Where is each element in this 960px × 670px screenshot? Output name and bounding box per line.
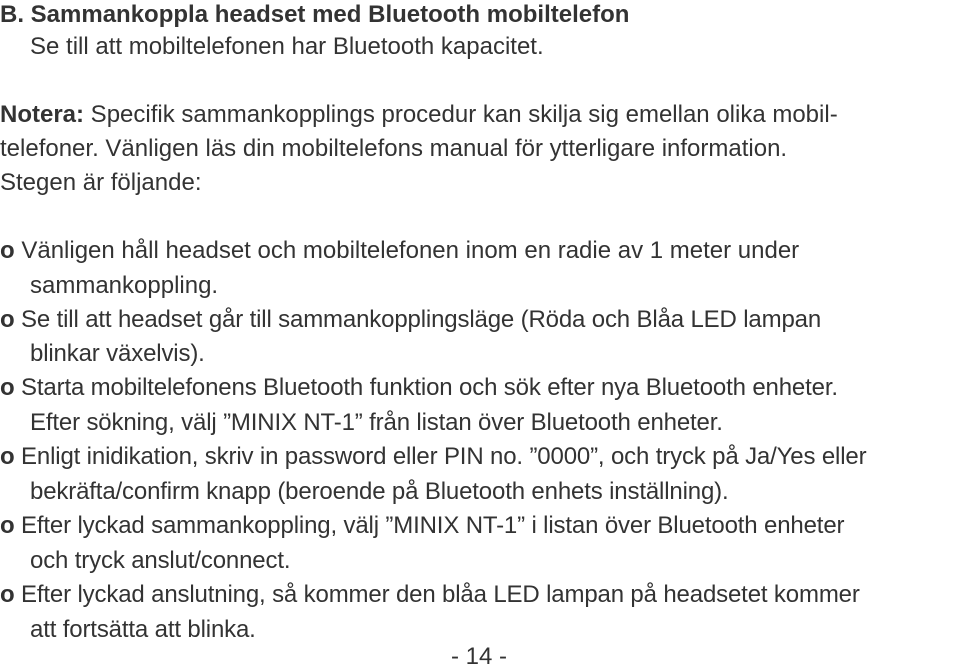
note-text-3: Stegen är följande:: [0, 169, 202, 196]
step-6-text-2: att fortsätta att blinka.: [30, 616, 256, 643]
step-4-marker: o: [0, 443, 15, 470]
note-text-2: telefoner. Vänligen läs din mobiltelefons manual för ytterligare information.: [0, 135, 788, 162]
step-6-marker: o: [0, 581, 15, 608]
step-2-line-1: [0, 305, 821, 335]
page-number: - 14 -: [451, 643, 508, 670]
step-2-text-1: Se till att headset går till sammankopplingsläge (Röda och Blåa LED lampan: [14, 306, 822, 333]
section-title: [0, 0, 629, 30]
step-1-text-1: Vänligen håll headset och mobiltelefonen inom en radie av 1 meter under: [14, 237, 800, 264]
step-4-line-2: [30, 477, 729, 507]
step-2-marker: o: [0, 306, 15, 333]
step-3-text-1: Starta mobiltelefonens Bluetooth funktion och sök efter nya Bluetooth enheter.: [14, 374, 838, 401]
step-6-line-1: [0, 580, 860, 610]
step-1-line-2: [30, 271, 218, 301]
step-3-line-1: [0, 373, 838, 403]
step-5-line-1: [0, 511, 844, 541]
step-2-line-2: [30, 339, 205, 369]
step-5-text-2: och tryck anslut/connect.: [30, 547, 291, 574]
step-5-marker: o: [0, 512, 15, 539]
step-1-text-2: sammankoppling.: [30, 272, 219, 299]
step-4-text-2: bekräfta/confirm knapp (beroende på Bluetooth enhets inställning).: [30, 478, 729, 505]
step-3-line-2: [30, 408, 723, 438]
step-1-marker: o: [0, 237, 15, 264]
step-5-text-1: Efter lyckad sammankoppling, välj ”MINIX NT-1” i listan över Bluetooth enheter: [14, 512, 845, 539]
step-2-text-2: blinkar växelvis).: [30, 340, 205, 367]
step-5-line-2: [30, 546, 290, 576]
note-text-1: Specifik sammankopplings procedur kan skilja sig emellan olika mobil-: [84, 101, 838, 128]
note-line-2: [0, 134, 787, 164]
step-6-line-2: [30, 615, 256, 645]
section-title-text: B. Sammankoppla headset med Bluetooth mobiltelefon: [0, 1, 630, 28]
note-label: Notera:: [0, 101, 85, 128]
section-subtitle: [30, 32, 544, 62]
step-6-text-1: Efter lyckad anslutning, så kommer den blåa LED lampan på headsetet kommer: [14, 581, 860, 608]
step-3-text-2: Efter sökning, välj ”MINIX NT-1” från listan över Bluetooth enheter.: [30, 409, 723, 436]
note-line-3: [0, 168, 201, 198]
step-4-text-1: Enligt inidikation, skriv in password eller PIN no. ”0000”, och tryck på Ja/Yes eller: [14, 443, 867, 470]
note-line-1: [0, 100, 838, 130]
step-3-marker: o: [0, 374, 15, 401]
step-4-line-1: [0, 442, 866, 472]
section-subtitle-text: Se till att mobiltelefonen har Bluetooth kapacitet.: [30, 33, 544, 60]
step-1-line-1: [0, 236, 799, 266]
